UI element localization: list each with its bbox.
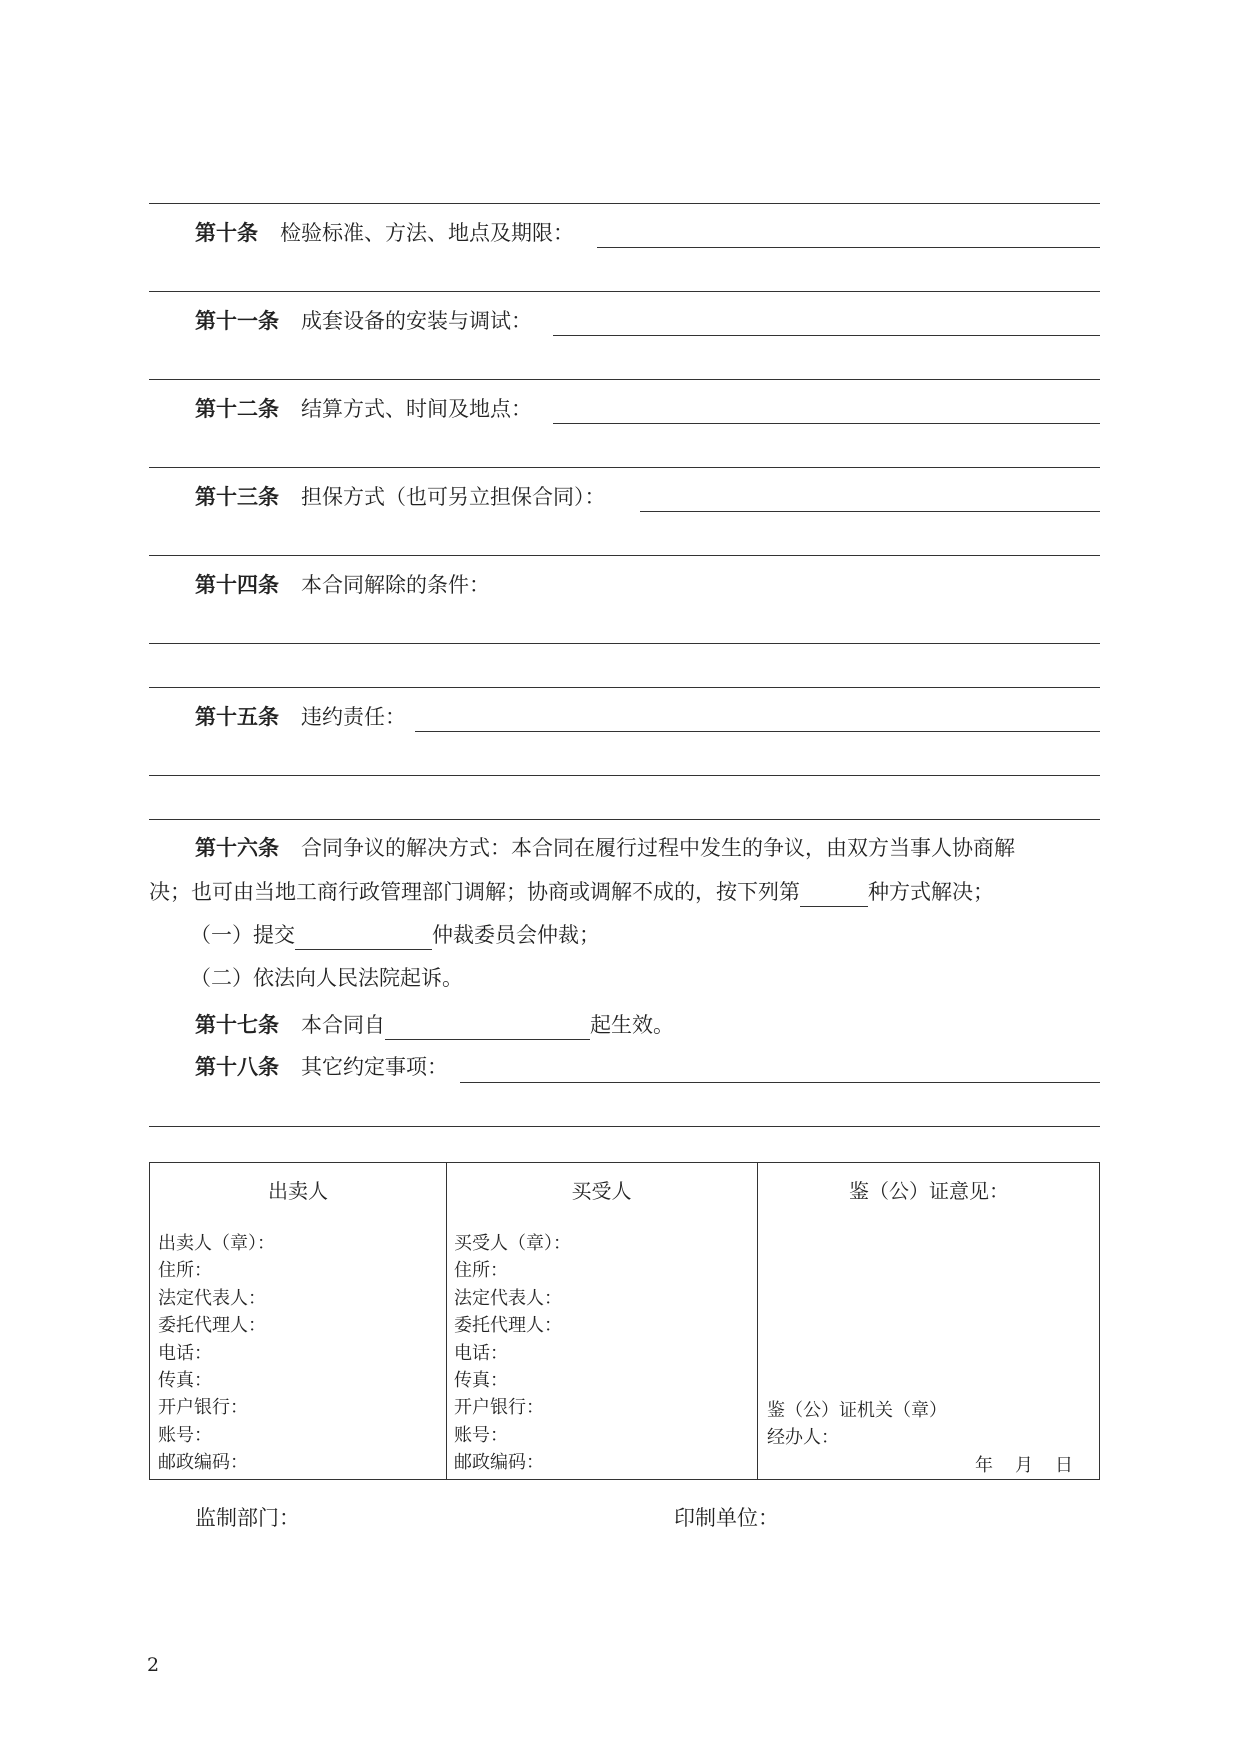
clause-11 [195, 306, 532, 336]
seller-field: 邮政编码： [158, 1452, 248, 1474]
notary-org: 鉴（公）证机关（章） [767, 1400, 947, 1421]
top-rule [149, 203, 1100, 204]
buyer-field: 传真： [454, 1370, 508, 1392]
clause-number: 第十三条 [195, 484, 279, 509]
buyer-field: 电话： [454, 1342, 508, 1364]
clause-text: 违约责任： [301, 705, 406, 729]
fill-line [149, 555, 1100, 556]
clause-16-line-1 [195, 833, 1015, 863]
clause-number: 第十二条 [195, 396, 279, 421]
fill-line [553, 423, 1100, 424]
buyer-header: 买受人 [571, 1179, 632, 1203]
seller-field: 住所： [158, 1260, 212, 1282]
fill-line [553, 335, 1100, 336]
clause-10 [195, 218, 574, 248]
fill-line [149, 379, 1100, 380]
fill-line [149, 643, 1100, 644]
clause-text: 成套设备的安装与调试： [301, 309, 532, 333]
clause-number: 第十条 [195, 220, 258, 245]
clause-18 [195, 1052, 448, 1082]
seller-field: 传真： [158, 1370, 212, 1392]
clause-17: 第十七条 本合同自 起生效。 [195, 1010, 674, 1040]
notary-agent: 经办人： [767, 1427, 839, 1448]
seller-field: 法定代表人： [158, 1287, 266, 1309]
printer-label: 印制单位： [674, 1506, 779, 1530]
fill-line [149, 819, 1100, 820]
arbitration-blank [295, 927, 432, 950]
buyer-field: 邮政编码： [454, 1452, 544, 1474]
clause-number: 第十七条 [195, 1012, 279, 1037]
fill-line [149, 775, 1100, 776]
seller-field: 电话： [158, 1342, 212, 1364]
seller-header: 出卖人 [268, 1179, 328, 1203]
seller-field: 账号： [158, 1424, 212, 1446]
fill-line [149, 1126, 1100, 1127]
buyer-field: 住所： [454, 1260, 508, 1282]
seller-field: 委托代理人： [158, 1315, 266, 1337]
fill-line [149, 291, 1100, 292]
fill-line [460, 1082, 1100, 1083]
signature-table [149, 1162, 1100, 1480]
clause-number: 第十四条 [195, 572, 279, 597]
choice-blank [800, 884, 868, 907]
effective-date-blank [385, 1017, 590, 1040]
notary-header: 鉴（公）证意见： [849, 1179, 1009, 1203]
clause-12 [195, 394, 532, 424]
clause-16-line-2: 决；也可由当地工商行政管理部门调解；协商或调解不成的，按下列第 种方式解决； [149, 877, 994, 907]
page-number: 2 [147, 1654, 160, 1676]
column-divider [446, 1163, 447, 1479]
buyer-field: 法定代表人： [454, 1287, 562, 1309]
buyer-fields [454, 1230, 571, 1477]
clause-number: 第十五条 [195, 704, 279, 729]
fill-line [640, 511, 1100, 512]
buyer-field: 委托代理人： [454, 1315, 562, 1337]
clause-15 [195, 702, 406, 732]
clause-number: 第十一条 [195, 308, 279, 333]
clause-13 [195, 482, 606, 512]
clause-14 [195, 570, 490, 600]
fill-line [149, 467, 1100, 468]
clause-text: 合同争议的解决方式：本合同在履行过程中发生的争议，由双方当事人协商解 [301, 836, 1015, 860]
fill-line [597, 247, 1100, 248]
fill-line [415, 731, 1100, 732]
seller-field: 开户银行： [158, 1397, 248, 1419]
clause-text: 其它约定事项： [301, 1055, 448, 1079]
buyer-field: 账号： [454, 1424, 508, 1446]
fill-line [149, 687, 1100, 688]
seller-fields [158, 1230, 275, 1477]
clause-number: 第十八条 [195, 1054, 279, 1079]
seller-field: 出卖人（章）： [158, 1233, 275, 1254]
clause-text: 检验标准、方法、地点及期限： [280, 221, 574, 245]
clause-text: 本合同解除的条件： [301, 573, 490, 597]
supervisor-label: 监制部门： [195, 1506, 300, 1530]
buyer-field: 开户银行： [454, 1397, 544, 1419]
clause-16-option-1: （一）提交 仲裁委员会仲裁； [190, 920, 600, 950]
clause-text: 担保方式（也可另立担保合同）： [301, 485, 606, 509]
column-divider [757, 1163, 758, 1479]
notary-date: 年 月 日 [975, 1455, 1073, 1476]
clause-text: 结算方式、时间及地点： [301, 397, 532, 421]
clause-16-option-2: （二）依法向人民法院起诉。 [190, 966, 463, 990]
clause-number: 第十六条 [195, 835, 279, 860]
buyer-field: 买受人（章）： [454, 1233, 571, 1254]
